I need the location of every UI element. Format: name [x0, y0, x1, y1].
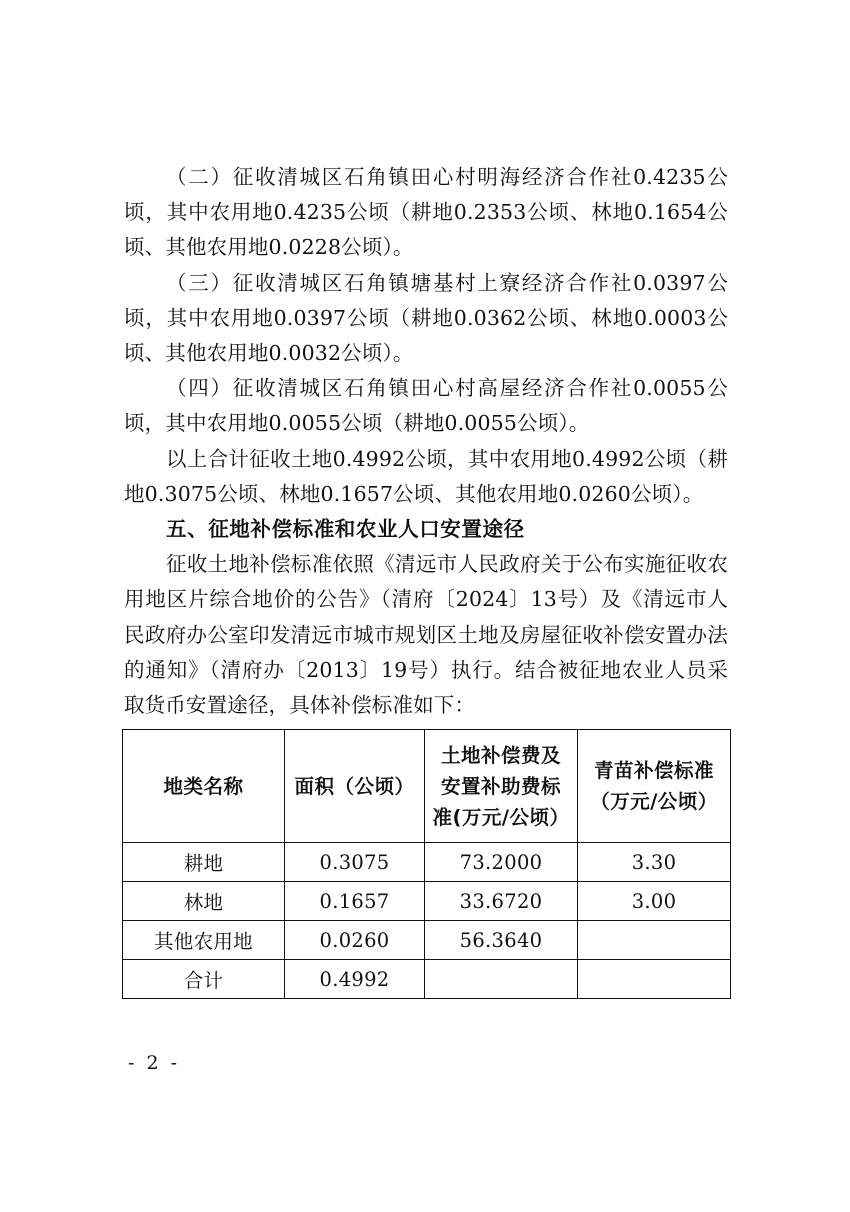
- table-header-crop-compensation: [578, 730, 731, 843]
- header-line: （万元/公顷）: [590, 790, 718, 814]
- table-header-land-compensation: [425, 730, 578, 843]
- header-line: 地类名称: [163, 774, 244, 798]
- cell-area: 0.4992: [285, 960, 425, 999]
- header-line: 安置补助费标: [440, 774, 561, 798]
- cell-area: 0.0260: [285, 921, 425, 960]
- cell-land-compensation: [425, 960, 578, 999]
- table-row: [123, 882, 731, 921]
- cell-land-compensation: 33.6720: [425, 882, 578, 921]
- cell-land-compensation: 56.3640: [425, 921, 578, 960]
- cell-land-type: 合计: [123, 960, 285, 999]
- header-line: 土地补偿费及: [440, 743, 561, 767]
- cell-crop-compensation: 3.00: [578, 882, 731, 921]
- section-heading-compensation: 五、征地补偿标准和农业人口安置途径: [166, 517, 525, 542]
- page-number: - 2 -: [128, 1052, 181, 1074]
- header-line: 青苗补偿标准: [593, 759, 714, 783]
- cell-land-type: 耕地: [123, 843, 285, 882]
- paragraph-item-two: （二）征收清城区石角镇田心村明海经济合作社0.4235公顷，其中农用地0.4235公顷（耕地0.2353公顷、林地0.1654公顷、其他农用地0.0228公顷）。: [124, 165, 728, 260]
- cell-crop-compensation: [578, 960, 731, 999]
- cell-land-compensation: 73.2000: [425, 843, 578, 882]
- cell-crop-compensation: 3.30: [578, 843, 731, 882]
- paragraph-compensation-basis: 征收土地补偿标准依照《清远市人民政府关于公布实施征收农用地区片综合地价的公告》（清府〔2024〕13号）及《清远市人民政府办公室印发清远市城市规划区土地及房屋征收补偿安置办法的通知》（清府办〔2013〕19号）执行。结合被征地农业人员采取货币安置途径，具体补偿标准如下：: [124, 552, 728, 718]
- table-row: [123, 921, 731, 960]
- paragraph-total-summary: 以上合计征收土地0.4992公顷，其中农用地0.4992公顷（耕地0.3075公顷、林地0.1657公顷、其他农用地0.0260公顷）。: [124, 446, 728, 506]
- compensation-table-wrapper: [122, 729, 728, 999]
- table-header: [123, 730, 731, 843]
- table-header-land-type: [123, 730, 285, 843]
- cell-area: 0.1657: [285, 882, 425, 921]
- header-line: 面积（公顷）: [294, 774, 415, 798]
- cell-area: 0.3075: [285, 843, 425, 882]
- document-body: [124, 160, 728, 999]
- table-row: [123, 960, 731, 999]
- paragraph-item-four: （四）征收清城区石角镇田心村高屋经济合作社0.0055公顷，其中农用地0.0055公顷（耕地0.0055公顷）。: [124, 376, 728, 436]
- table-body: [123, 843, 731, 999]
- cell-land-type: 林地: [123, 882, 285, 921]
- cell-land-type: 其他农用地: [123, 921, 285, 960]
- header-line: 准(万元/公顷）: [432, 805, 570, 829]
- cell-crop-compensation: [578, 921, 731, 960]
- table-header-row: [123, 730, 731, 843]
- table-row: [123, 843, 731, 882]
- compensation-table: [122, 729, 731, 999]
- table-header-area: [285, 730, 425, 843]
- paragraph-item-three: （三）征收清城区石角镇塘基村上寮经济合作社0.0397公顷，其中农用地0.0397公顷（耕地0.0362公顷、林地0.0003公顷、其他农用地0.0032公顷）。: [124, 270, 728, 366]
